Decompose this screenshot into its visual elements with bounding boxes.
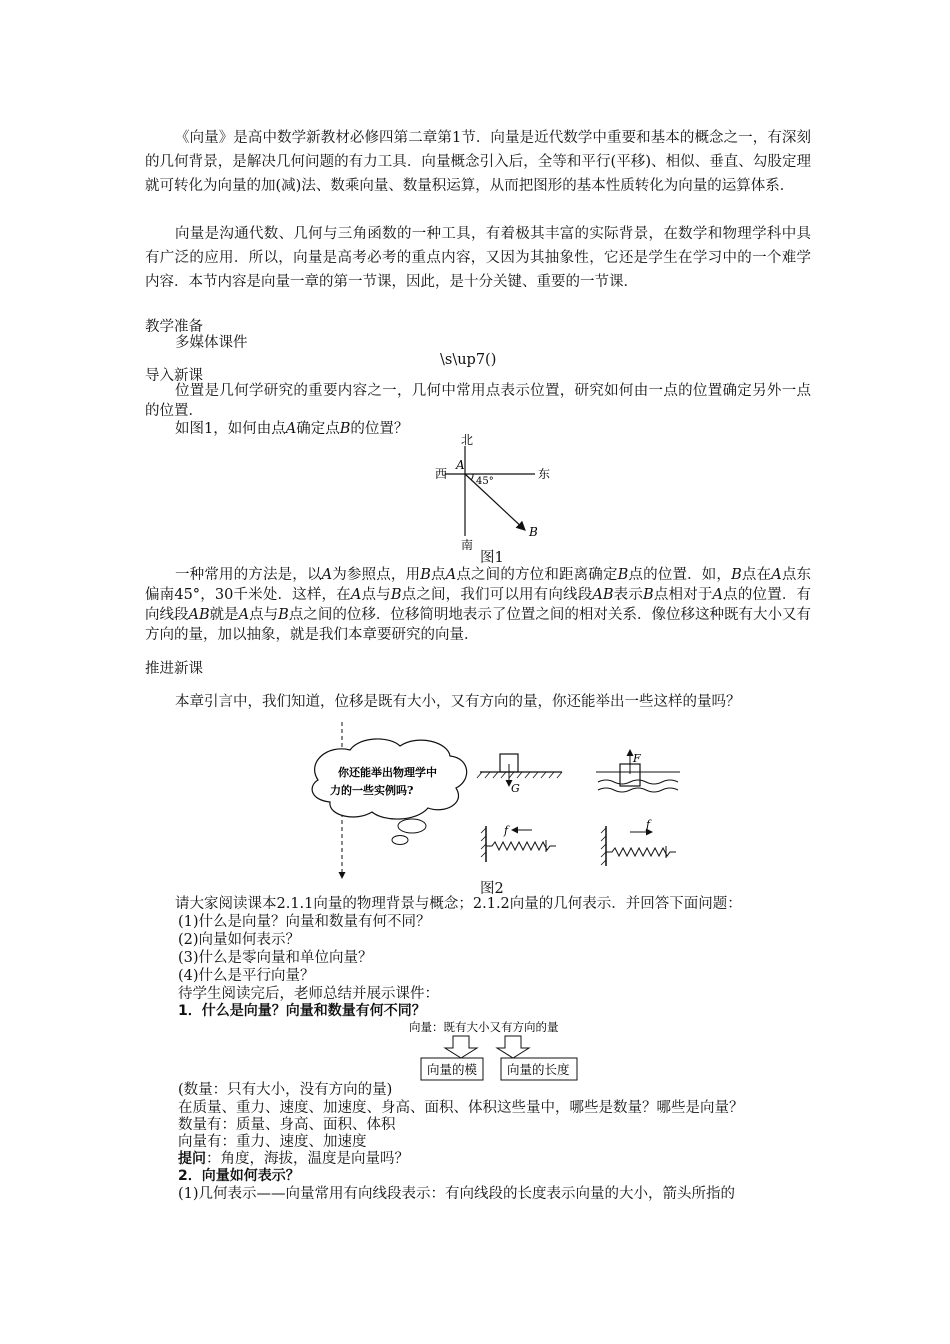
vector-ab-arrow: [465, 474, 525, 530]
point-b-label: B: [529, 525, 538, 539]
east-label: 东: [538, 467, 551, 481]
question-1: (1)什么是向量？向量和数量有何不同？: [178, 914, 431, 930]
advance-paragraph: 本章引言中，我们知道，位移是既有大小，又有方向的量，你还能举出一些这样的量吗？: [175, 694, 741, 710]
angle-label: 45°: [476, 476, 494, 487]
bubble-dot-2: [392, 836, 408, 845]
f-label-left: f: [504, 824, 509, 837]
explanation-paragraph: 一种常用的方法是，以A为参照点，用B点A点之间的方位和距离确定B点的位置．如，B点在A点东偏南45°，30千米处．这样，在A点与B点之间，我们可以用有向线段AB表示B点相对于A点的位置．有向线段AB就是A点与B点之间的位移．位移简明地表示了位置之间的相对关系．像位移这种既有大小又有方向的量，加以抽象，就是我们本章要研究的向量．: [145, 567, 812, 643]
modulus-box-label: 向量的模: [427, 1062, 478, 1077]
stray-markup-text: \s\up7(): [440, 352, 497, 368]
section-heading-prep: 教学准备: [145, 319, 203, 335]
quantities-question: 在质量、重力、速度、加速度、身高、面积、体积这些量中，哪些是数量？哪些是向量？: [178, 1100, 744, 1116]
figure-2-caption: 图2: [480, 881, 504, 897]
arrow-to-length: [497, 1036, 529, 1058]
figure-1-compass-diagram: [425, 432, 565, 560]
water-wave-2: [598, 788, 678, 792]
section-2-paragraph: (1)几何表示——向量常用有向线段表示：有向线段的长度表示向量的大小，箭头所指的: [178, 1186, 736, 1202]
arrow-to-modulus: [445, 1036, 477, 1058]
question-4: (4)什么是平行向量？: [178, 968, 315, 984]
prep-item: 多媒体课件: [175, 335, 248, 351]
intro-paragraph-2: 向量是沟通代数、几何与三角函数的一种工具，有着极其丰富的实际背景，在数学和物理学科中具有广泛的应用．所以，向量是高考必考的重点内容，又因为其抽象性，它还是学生在学习中的一个难学内容．本节内容是向量一章的第一节课，因此，是十分关键、重要的一节课．: [145, 226, 811, 290]
intro-paragraph-1: 《向量》是高中数学新教材必修四第二章第1节．向量是近代数学中重要和基本的概念之一，有深刻的几何背景，是解决几何问题的有力工具．向量概念引入后，全等和平行(平移)、相似、垂直、勾股定理就可转化为向量的加(减)法、数乘向量、数量积运算，从而把图形的基本性质转化为向量的运算体系．: [145, 130, 811, 194]
north-label: 北: [461, 433, 474, 447]
figure-2-physics-examples: [300, 722, 680, 880]
reading-instruction: 请大家阅读课本2.1.1向量的物理背景与概念；2.1.2向量的几何表示．并回答下面问题：: [175, 896, 742, 912]
after-reading-text: 待学生阅读完后，老师总结并展示课件：: [178, 986, 439, 1002]
west-label: 西: [435, 467, 448, 481]
section-heading-lead: 导入新课: [145, 368, 203, 384]
vector-definition-diagram: [405, 1018, 585, 1084]
water-wave-1: [598, 780, 678, 784]
f-label-buoyancy: F: [633, 752, 641, 765]
question-3: (3)什么是零向量和单位向量？: [178, 950, 373, 966]
ground-hatching: [477, 772, 562, 778]
angle-arc: [471, 474, 473, 480]
figure-1-caption: 图1: [480, 550, 504, 566]
bubble-text-line-2: 力的一些实例吗?: [330, 784, 414, 797]
scalar-definition: (数量：只有大小，没有方向的量): [178, 1082, 393, 1098]
scalars-list: 数量有：质量、身高、面积、体积: [178, 1117, 396, 1133]
section-2-title: 2．向量如何表示？: [178, 1168, 300, 1184]
length-box-label: 向量的长度: [507, 1062, 570, 1077]
question-2: (2)向量如何表示？: [178, 932, 301, 948]
prompt-question: 提问：角度，海拔，温度是向量吗？: [178, 1151, 409, 1167]
south-label: 南: [461, 538, 474, 552]
vectors-list: 向量有：重力、速度、加速度: [178, 1134, 367, 1150]
vector-definition-text: 向量：既有大小又有方向的量: [409, 1020, 559, 1034]
point-a-label: A: [456, 458, 465, 472]
lead-paragraph: 位置是几何学研究的重要内容之一，几何中常用点表示位置，研究如何由一点的位置确定另外一点的位置．: [145, 383, 811, 419]
section-1-title: 1．什么是向量？向量和数量有何不同？: [178, 1003, 426, 1019]
f-label-right: f: [646, 818, 651, 831]
g-label: G: [511, 782, 520, 795]
thought-bubble: [312, 739, 467, 819]
bubble-dot-1: [398, 819, 426, 833]
bubble-text-line-1: 你还能举出物理学中: [338, 766, 437, 779]
section-heading-advance: 推进新课: [145, 661, 203, 677]
lead-question: 如图1，如何由点A确定点B的位置？: [175, 421, 409, 437]
